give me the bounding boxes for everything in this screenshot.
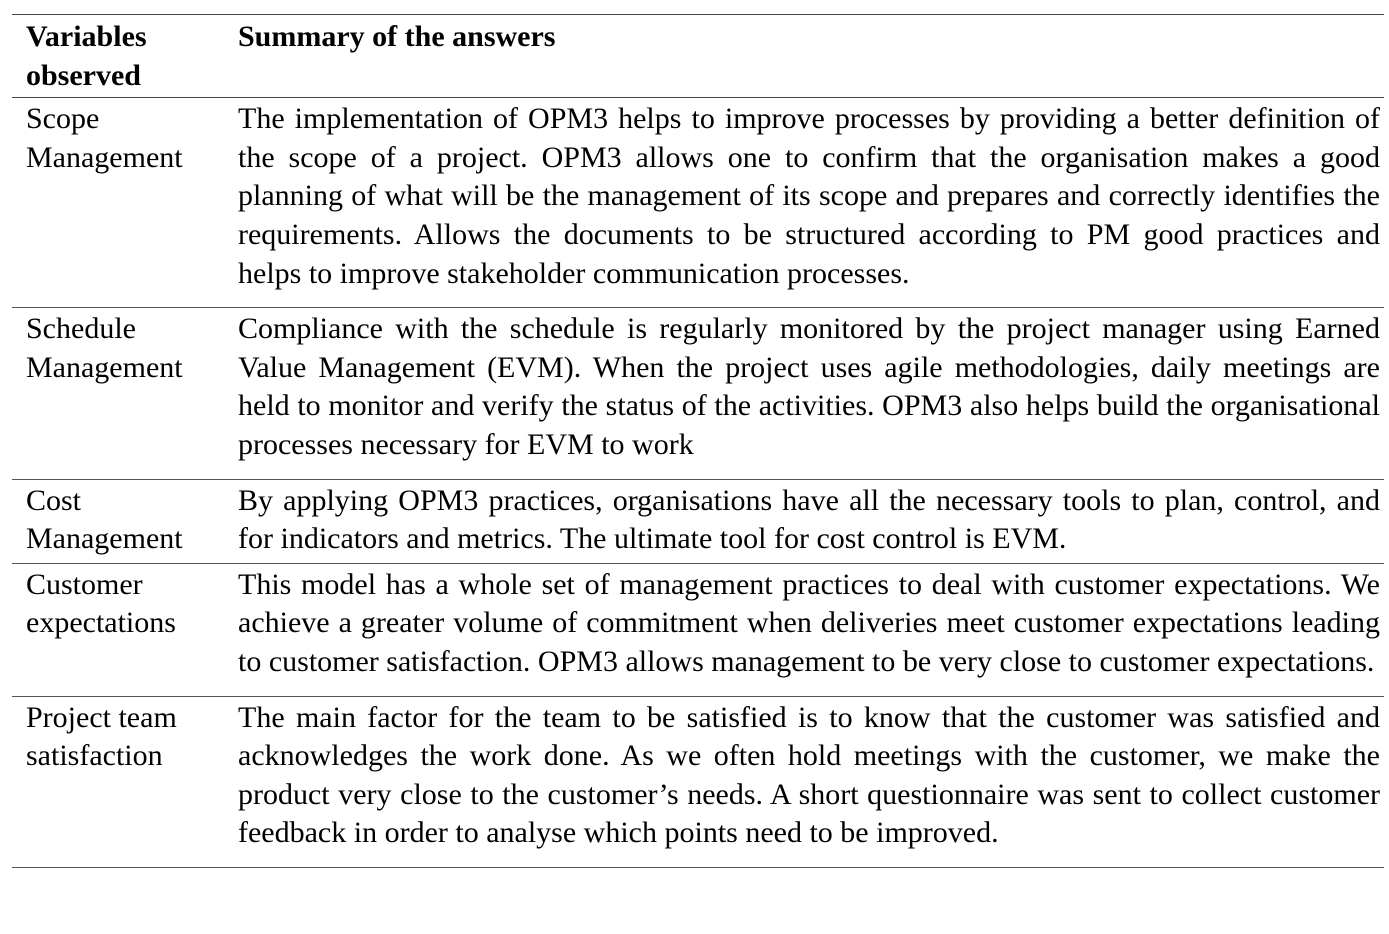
summary-cell: The implementation of OPM3 helps to improve processes by providing a better definition of the scope of a project. OPM3 allows one to confirm that the organisation makes a good planning of what will be the management of its scope and prepares and correctly identifies the requirements. Allows the documents to be structured according to PM good practices and helps to improve stakeholder communication processes. xyxy=(238,102,1380,290)
variable-cell: Customer expectations xyxy=(26,567,176,640)
header-summary-of-answers: Summary of the answers xyxy=(238,20,556,53)
table-header-row xyxy=(12,15,1384,98)
summary-cell: By applying OPM3 practices, organisations have all the necessary tools to plan, control, and for indicators and metrics. The ultimate tool for cost control is EVM. xyxy=(238,483,1380,556)
variable-cell: Cost Management xyxy=(26,483,183,556)
variable-cell: Project team satisfaction xyxy=(26,700,177,773)
summary-cell: Compliance with the schedule is regularly monitored by the project manager using Earned Value Management (EVM). When the project uses agile methodologies, daily meetings are held to monitor and verify the status of the activities. OPM3 also helps build the organisational processes necessary for EVM to work xyxy=(238,312,1380,461)
document-page xyxy=(12,14,1384,868)
table-row-cost-management xyxy=(12,479,1384,563)
summary-cell: The main factor for the team to be satisfied is to know that the customer was satisfied and acknowledges the work done. As we often hold meetings with the customer, we make the product very close to the customer’s needs. A short questionnaire was sent to collect customer feedback in order to analyse which points need to be improved. xyxy=(238,700,1380,850)
header-variables-observed: Variables observed xyxy=(26,20,147,92)
variable-cell: Scope Management xyxy=(26,102,183,174)
variable-cell: Schedule Management xyxy=(26,312,183,384)
table-row-project-team-satisfaction xyxy=(12,696,1384,867)
summary-cell: This model has a whole set of management practices to deal with customer expectations. We achieve a greater volume of commitment when deliveries meet customer expectations leading to customer satisfaction. OPM3 allows management to be very close to customer expectations. xyxy=(238,567,1380,678)
table-row-schedule-management xyxy=(12,308,1384,479)
summary-table xyxy=(12,14,1384,868)
table-row-customer-expectations xyxy=(12,563,1384,696)
table-row-scope-management xyxy=(12,98,1384,308)
